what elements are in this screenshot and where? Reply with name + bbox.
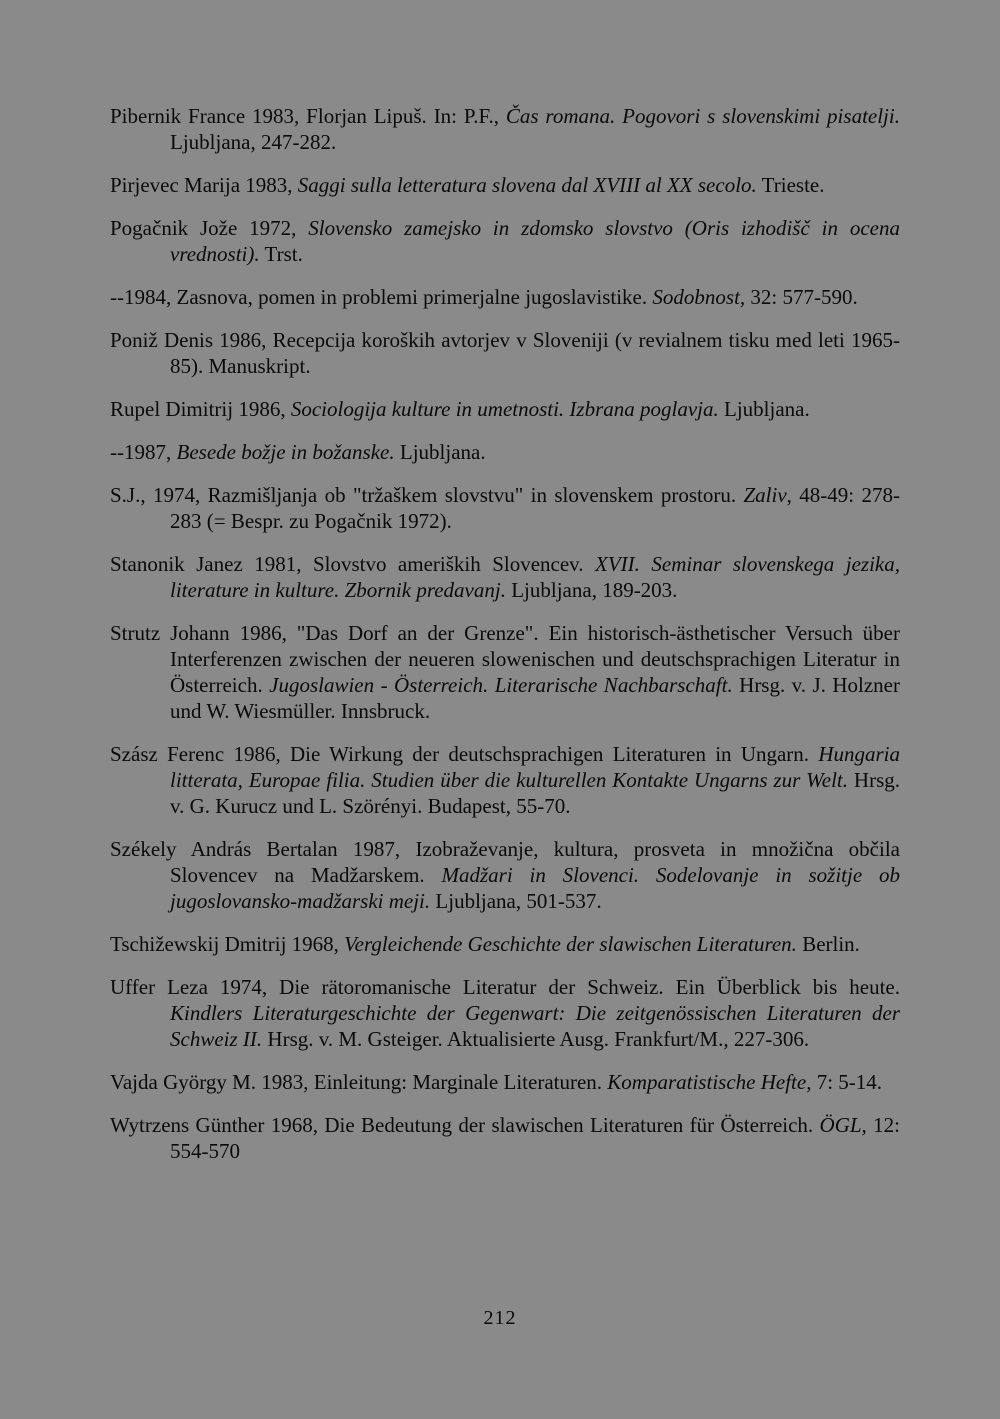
entry-title-italic: Zaliv bbox=[743, 483, 787, 507]
entry-title-italic: XVII. Seminar slovenskega jezika, literature in kulture. Zbornik predavanj. bbox=[170, 552, 900, 602]
entry-title-italic: Vergleichende Geschichte der slawischen Literaturen. bbox=[344, 932, 797, 956]
bibliography-list bbox=[110, 103, 900, 1181]
entry-text: Székely András Bertalan 1987, Izobraževanje, kultura, prosveta in množična občila Slovencev na Madžarskem. bbox=[110, 837, 900, 887]
entry-text: Ljubljana. bbox=[718, 397, 810, 421]
entry-title-italic: Slovensko zamejsko in zdomsko slovstvo (Oris izhodišč in ocena vrednosti). bbox=[170, 216, 900, 266]
entry-text: Tschižewskij Dmitrij 1968, bbox=[110, 932, 345, 956]
entry-stanonik bbox=[110, 551, 900, 603]
entry-pirjevec bbox=[110, 172, 900, 198]
entry-title-italic: Komparatistische Hefte, bbox=[607, 1070, 812, 1094]
entry-text: Pirjevec Marija 1983, bbox=[110, 173, 298, 197]
entry-text: Poniž Denis 1986, Recepcija koroških avtorjev v Sloveniji (v revialnem tisku med leti 1965-85). Manuskript. bbox=[110, 328, 900, 378]
entry-text: Stanonik Janez 1981, Slovstvo ameriških Slovencev. bbox=[110, 552, 596, 576]
entry-wytrzens bbox=[110, 1112, 900, 1164]
entry-uffer bbox=[110, 974, 900, 1052]
entry-text: --1984, Zasnova, pomen in problemi primerjalne jugoslavistike. bbox=[110, 285, 653, 309]
entry-poniz bbox=[110, 327, 900, 379]
entry-text: Pibernik France 1983, Florjan Lipuš. In: P.F., bbox=[110, 104, 506, 128]
entry-text: Hrsg. v. M. Gsteiger. Aktualisierte Ausg. Frankfurt/M., 227-306. bbox=[262, 1027, 810, 1051]
entry-text: Hrsg. v. G. Kurucz und L. Szörényi. Budapest, 55-70. bbox=[170, 768, 900, 818]
entry-text: , 48-49: 278-283 (= Bespr. zu Pogačnik 1972). bbox=[170, 483, 900, 533]
entry-text: Rupel Dimitrij 1986, bbox=[110, 397, 291, 421]
entry-text: Berlin. bbox=[796, 932, 860, 956]
entry-text: Ljubljana, 189-203. bbox=[505, 578, 678, 602]
entry-vajda bbox=[110, 1069, 900, 1095]
entry-pibernik bbox=[110, 103, 900, 155]
entry-rupel-1986 bbox=[110, 396, 900, 422]
entry-text: Uffer Leza 1974, Die rätoromanische Literatur der Schweiz. Ein Überblick bis heute. bbox=[110, 975, 900, 999]
entry-pogacnik-1972 bbox=[110, 215, 900, 267]
entry-text: 12: 554-570 bbox=[170, 1113, 901, 1163]
entry-title-italic: Hungaria litterata, Europae filia. Studien über die kulturellen Kontakte Ungarns zur Welt. bbox=[170, 742, 900, 792]
entry-szasz bbox=[110, 741, 900, 819]
entry-title-italic: Saggi sulla letteratura slovena dal XVIII al XX secolo. bbox=[297, 173, 757, 197]
entry-title-italic: Kindlers Literaturgeschichte der Gegenwart: Die zeitgenössischen Literaturen der Schweiz II. bbox=[170, 1001, 900, 1051]
entry-title-italic: Besede božje in božanske. bbox=[176, 440, 395, 464]
entry-title-italic: Jugoslawien - Österreich. Literarische Nachbarschaft. bbox=[269, 673, 733, 697]
entry-text: Wytrzens Günther 1968, Die Bedeutung der slawischen Literaturen für Österreich. bbox=[110, 1113, 820, 1137]
entry-text: 32: 577-590. bbox=[745, 285, 858, 309]
entry-text: Szász Ferenc 1986, Die Wirkung der deutschsprachigen Literaturen in Ungarn. bbox=[110, 742, 819, 766]
entry-sj bbox=[110, 482, 900, 534]
entry-text: Hrsg. v. J. Holzner und W. Wiesmüller. Innsbruck. bbox=[170, 673, 900, 723]
entry-tschizewskij bbox=[110, 931, 900, 957]
entry-szekely bbox=[110, 836, 900, 914]
entry-pogacnik-1984 bbox=[110, 284, 900, 310]
entry-text: Trst. bbox=[259, 242, 303, 266]
entry-rupel-1987 bbox=[110, 439, 900, 465]
entry-text: Ljubljana. bbox=[394, 440, 486, 464]
entry-text: Ljubljana, 501-537. bbox=[430, 889, 602, 913]
entry-strutz bbox=[110, 620, 900, 724]
entry-text: 7: 5-14. bbox=[811, 1070, 883, 1094]
entry-text: --1987, bbox=[110, 440, 177, 464]
entry-text: Strutz Johann 1986, "Das Dorf an der Grenze". Ein historisch-ästhetischer Versuch über Interferenzen zwischen der neueren slowenischen und deutschsprachigen Literatur in Österreich. bbox=[110, 621, 900, 697]
entry-text: Ljubljana, 247-282. bbox=[170, 130, 337, 154]
page-number: 212 bbox=[483, 1307, 517, 1329]
entry-title-italic: Sociologija kulture in umetnosti. Izbrana poglavja. bbox=[290, 397, 719, 421]
entry-text: Trieste. bbox=[756, 173, 825, 197]
entry-title-italic: Čas romana. Pogovori s slovenskimi pisatelji. bbox=[505, 104, 900, 128]
entry-title-italic: ÖGL, bbox=[819, 1113, 867, 1137]
entry-text: Pogačnik Jože 1972, bbox=[110, 216, 309, 240]
entry-title-italic: Sodobnost, bbox=[652, 285, 746, 309]
entry-text: S.J., 1974, Razmišljanja ob "tržaškem slovstvu" in slovenskem prostoru. bbox=[110, 483, 744, 507]
entry-text: Vajda György M. 1983, Einleitung: Marginale Literaturen. bbox=[110, 1070, 608, 1094]
entry-title-italic: Madžari in Slovenci. Sodelovanje in sožitje ob jugoslovansko-madžarski meji. bbox=[170, 863, 900, 913]
